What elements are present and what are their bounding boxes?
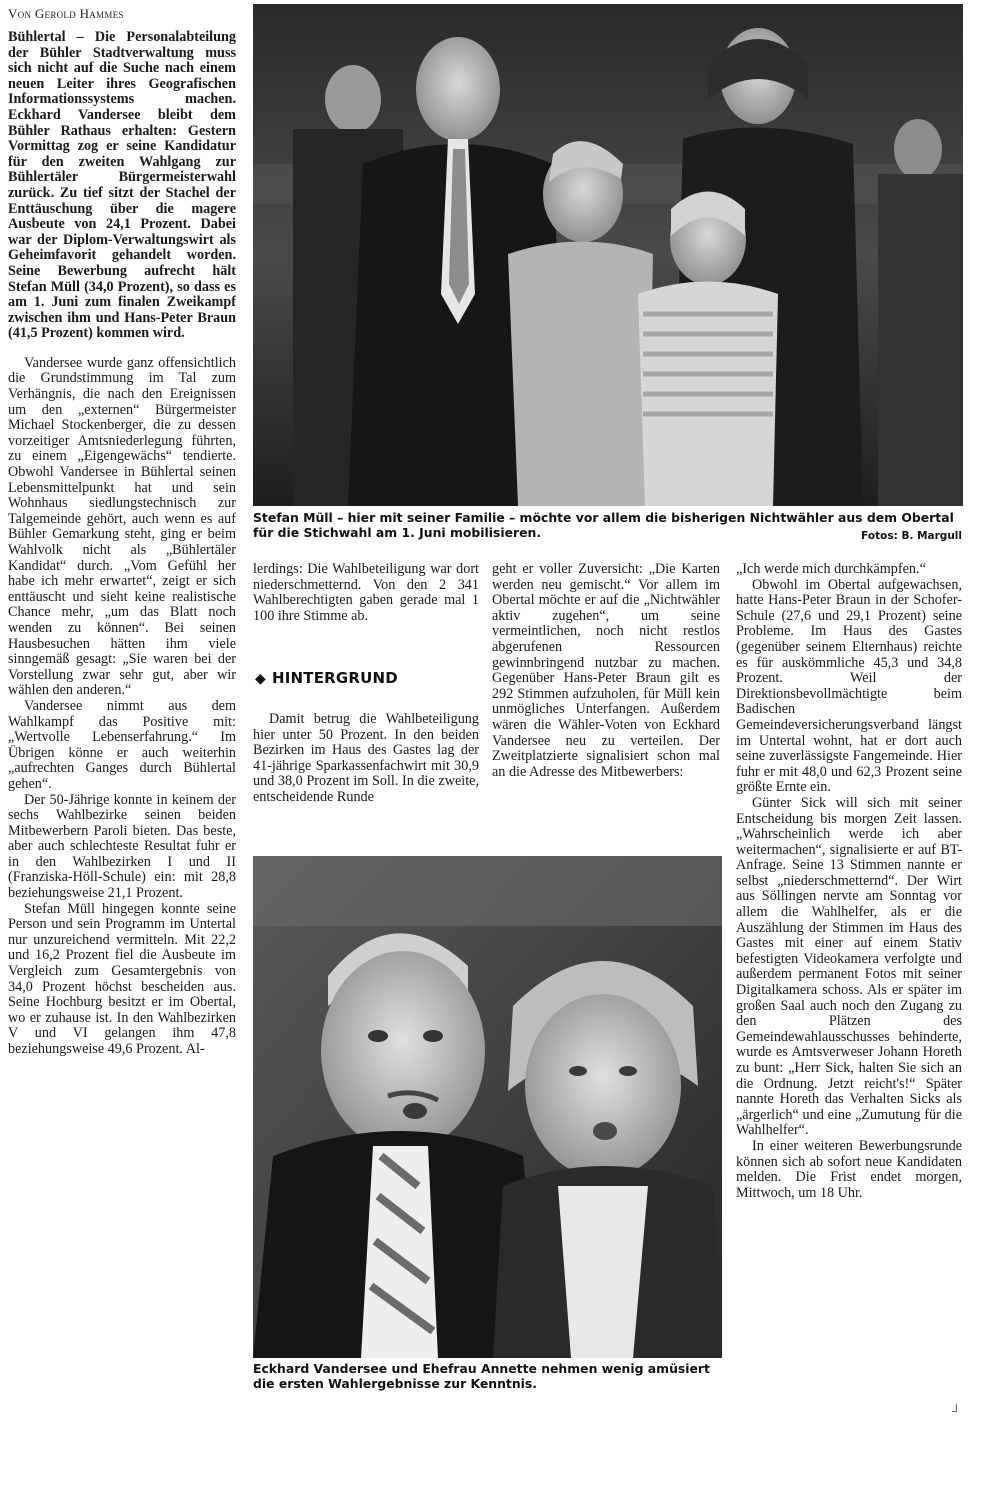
article-column-4 [736, 562, 962, 1402]
article-paragraph: Vandersee wurde ganz offensichtlich die Grundstimmung im Tal zum Verhängnis, die nach den Ereignissen um den „externen“ Bürgermeister Michael Stockenberger, die zu dessen vorzeitiger Amtsniederlegung führten, zu einem „Eigengewächs“ tendierte. Obwohl Vandersee in Bühlertal seinen Lebensmittelpunkt hat und sein Wohnhaus siedlungstechnisch zur Talgemeinde gehört, auch wenn es auf Bühler Gemarkung steht, ging er beim Wahlvolk nicht als „Bühlertäler Kandidat“ durch. „Vom Gefühl her habe ich mehr erwartet“, zeigt er sich enttäuscht und sieht keine realistische Chance mehr, „um das Blatt noch wenden zu können“. Bei seinen Hausbesuchen hätten ihm viele sinngemäß gesagt: „Sie waren bei der Vorstellung zwar sehr gut, aber wir wählen den anderen.“ [8, 354, 236, 699]
photo-family-caption: Stefan Müll – hier mit seiner Familie – möchte vor allem die bisherigen Nichtwähler aus dem Obertal für die Stichwahl am 1. Juni mobilisieren. [253, 510, 954, 540]
article-paragraph: geht er voller Zuversicht: „Die Karten werden neu gemischt.“ Vor allem im Obertal möchte er auf die „Nichtwähler aktiv zugehen“, um seine vermeintlichen, noch nicht restlos abgerufenen Ressourcen gewinnbringend nutzbar zu machen. Gegenüber Hans-Peter Braun gilt es 292 Stimmen aufzuholen, für Müll kein unmögliches Unterfangen. Außerdem wären die Wähler-Voten von Eckhard Vandersee neu zu verteilen. Der Zweitplatzierte signalisiert schon mal an die Adresse des Mitbewerbers: [492, 562, 720, 780]
article-lead: Bühlertal – Die Personalabteilung der Bühler Stadtverwaltung muss sich nicht auf die Suche nach einem neuen Leiter ihres Geografischen Informationssystems machen. Eckhard Vandersee bleibt dem Bühler Rathaus erhalten: Gestern Vormittag zog er seine Kandidatur für den zweiten Wahlgang zur Bühlertäler Bürgermeisterwahl zurück. Zu tief sitzt der Stachel der Enttäuschung über die magere Ausbeute von 24,1 Prozent. Dabei war der Diplom-Verwaltungswirt als Geheimfavorit gehandelt worden. Seine Bewerbung aufrecht hält Stefan Müll (34,0 Prozent), so dass es am 1. Juni zum finalen Zweikampf zwischen ihm und Hans-Peter Braun (41,5 Prozent) kommen wird. [8, 30, 236, 342]
diamond-icon: ◆ [255, 671, 266, 687]
photo-couple [253, 856, 722, 1358]
article-paragraph: In einer weiteren Bewerbungsrunde können sich ab sofort neue Kandidaten melden. Die Frist endet morgen, Mittwoch, um 18 Uhr. [736, 1137, 962, 1201]
article-paragraph: Damit betrug die Wahlbeteiligung hier unter 50 Prozent. In den beiden Bezirken im Haus des Gastes lag der 41-jährige Sparkassenfachwirt mit 30,9 und 38,0 Prozent im Soll. In die zweite, entscheidende Runde [253, 712, 479, 805]
article-column-2-continued [253, 712, 479, 842]
photo-couple-caption: Eckhard Vandersee und Ehefrau Annette nehmen wenig amüsiert die ersten Wahlergebnisse zur Kenntnis. [253, 1361, 710, 1391]
end-mark: ┘ [952, 1404, 961, 1418]
photo-family-image [253, 4, 963, 506]
section-heading [255, 668, 481, 687]
article-column-1 [8, 30, 236, 1426]
section-heading-text: HINTERGRUND [271, 669, 398, 687]
article-paragraph: Günter Sick will sich mit seiner Entscheidung bis morgen Zeit lassen. „Wahrscheinlich werde ich aber weitermachen“, signalisierte er auf BT-Anfrage. Seine 13 Stimmen nannte er selbst „niederschmetternd“. Der Wirt aus Söllingen nervte am Sonntag vor allem die Wahlhelfer, als er die Auszählung der Stimmen im Haus des Gastes mit einer auf einem Stativ befestigten Videokamera verfolgte und außerdem permanent Fotos mit seiner Digitalkamera schoss. Als er später im großen Saal auch noch den Zugang zu den Plätzen des Gemeindewahlausschusses behinderte, wurde es Amtsverweser Johann Horeth zu bunt: „Herr Sick, halten Sie sich an die Ordnung. Jetzt reicht's!“ Später nannte Horeth das Verhalten Sicks als „ärgerlich“ und eine „Zumutung für die Wahlhelfer“. [736, 794, 962, 1139]
article-paragraph: Vandersee nimmt aus dem Wahlkampf das Positive mit: „Wertvolle Lebenserfahrung.“ Im Übrigen könne er auch weiterhin „aufrechten Ganges durch Bühlertal gehen“. [8, 697, 236, 792]
photo-credit: Fotos: B. Margull [861, 530, 962, 542]
photo-family [253, 4, 963, 506]
article-column-2 [253, 562, 479, 662]
article-paragraph: Stefan Müll hingegen konnte seine Person und sein Programm im Untertal nur unzureichend vermitteln. Mit 22,2 und 16,2 Prozent fiel die Ausbeute im Vergleich zum Gesamtergebnis von 34,0 Prozent höchst bescheiden aus. Seine Hochburg besitzt er im Obertal, wo er zuhause ist. In den Wahlbezirken V und VI gelangen ihm 47,8 beziehungsweise 49,6 Prozent. Al- [8, 900, 236, 1057]
article-column-3 [492, 562, 720, 844]
article-paragraph: Obwohl im Obertal aufgewachsen, hatte Hans-Peter Braun in der Schofer-Schule (27,6 und 29,1 Prozent) seine Probleme. Im Haus des Gastes (gegenüber seinem Elternhaus) reichte es für auskömmliche 45,3 und 34,8 Prozent. Weil der Direktionsbevollmächtigte beim Badischen Gemeindeversicherungsverband längst im Untertal wohnt, hat er dort auch seine zuverlässigste Fangemeinde. Hier fuhr er mit 48,0 und 62,3 Prozent seine größte Ernte ein. [736, 576, 962, 796]
article-paragraph: lerdings: Die Wahlbeteiligung war dort niederschmetternd. Von den 2 341 Wahlberechtigten gaben gerade mal 1 100 ihre Stimme ab. [253, 562, 479, 624]
article-paragraph: „Ich werde mich durchkämpfen.“ [736, 562, 926, 577]
photo-couple-image [253, 856, 722, 1358]
byline: Von Gerold Hammes [8, 6, 124, 21]
article-paragraph: Der 50-Jährige konnte in keinem der sechs Wahlbezirke seinen beiden Mitbewerbern Paroli bieten. Das beste, aber auch schlechteste Resultat fuhr er in den Wahlbezirken I und II (Franziska-Höll-Schule) ein: mit 28,8 beziehungsweise 21,1 Prozent. [8, 791, 236, 902]
